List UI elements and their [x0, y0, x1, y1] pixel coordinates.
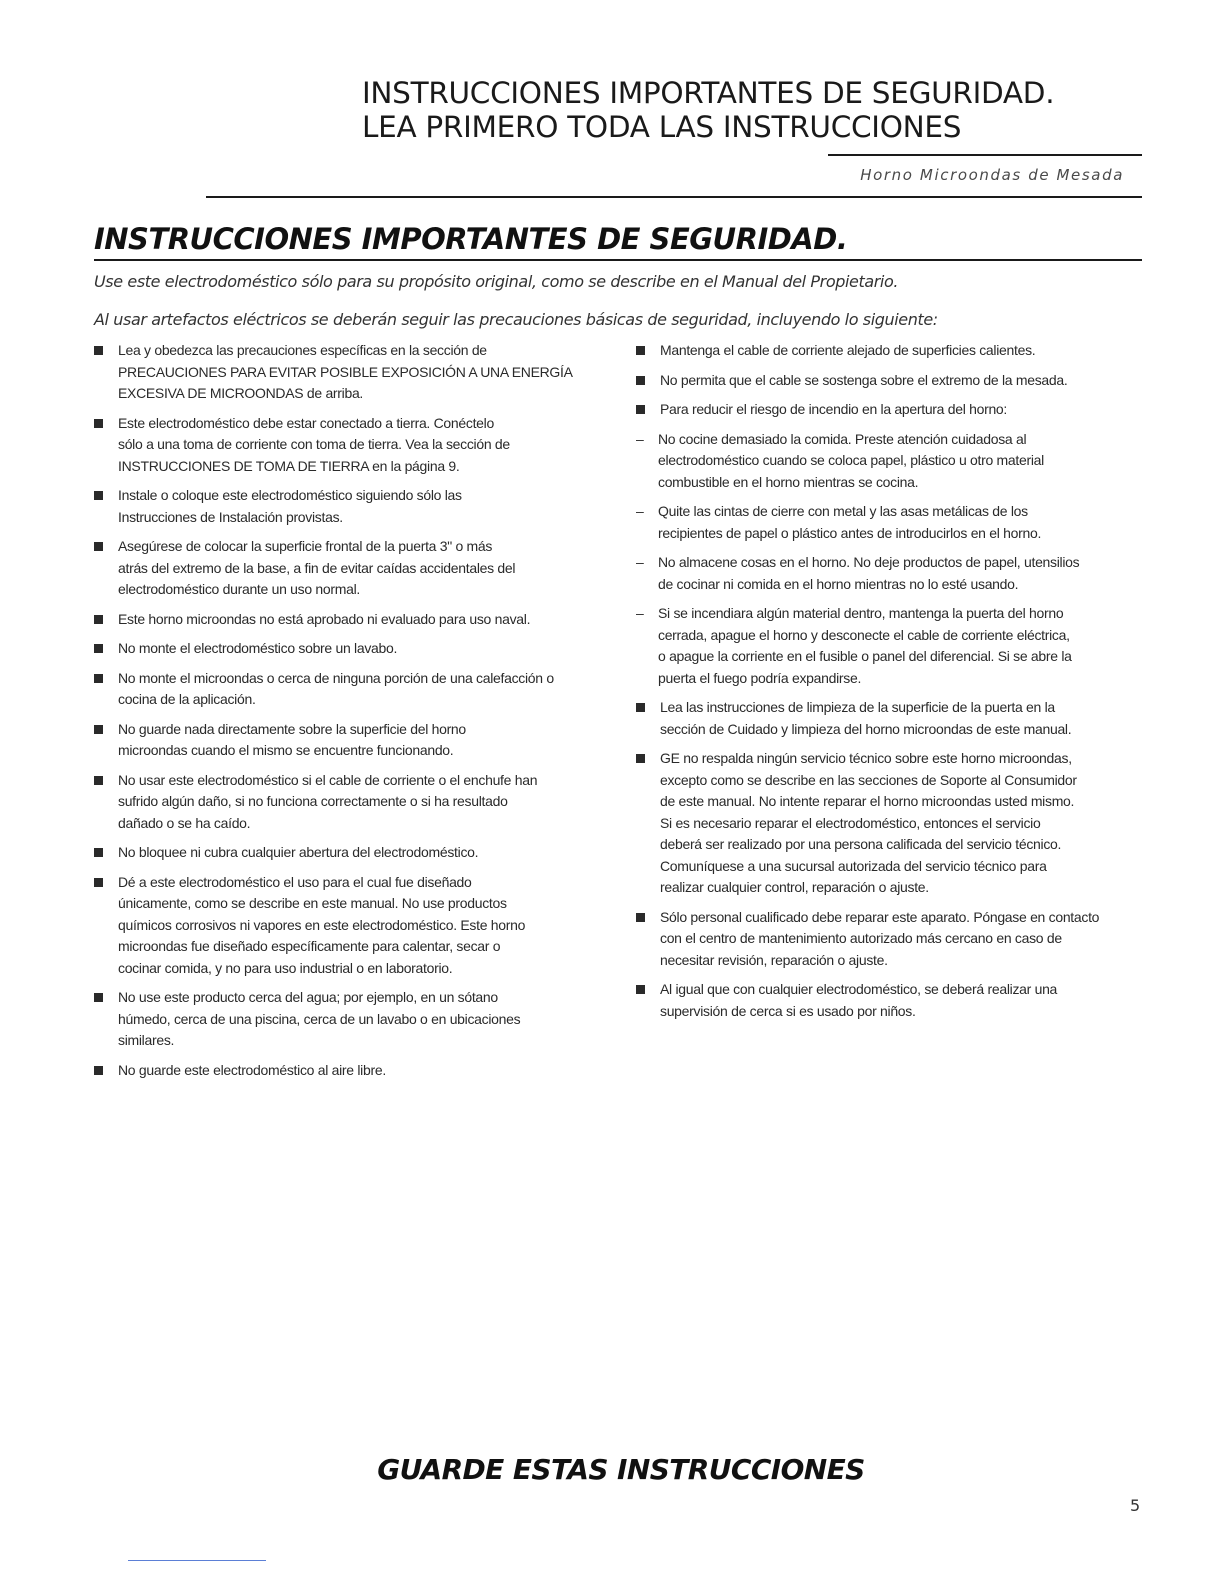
list-item: No use este producto cerca del agua; por ejemplo, en un sótano húmedo, cerca de una piscina, cerca de un lavabo o en ubicaciones similares.: [94, 987, 609, 1052]
square-bullet-icon: [94, 346, 103, 355]
square-bullet-icon: [94, 644, 103, 653]
dash-bullet-icon: –: [636, 554, 644, 570]
square-bullet-icon: [94, 542, 103, 551]
square-bullet-icon: [94, 848, 103, 857]
list-item: No monte el microondas o cerca de ninguna porción de una calefacción o cocina de la aplicación.: [94, 668, 609, 711]
bottom-link-underline: [128, 1560, 266, 1561]
sub-list-item: – Quite las cintas de cierre con metal y las asas metálicas de los recipientes de papel o plástico antes de introducirlos en el horno.: [636, 503, 1042, 541]
page-number: 5: [1130, 1496, 1141, 1515]
square-bullet-icon: [94, 993, 103, 1002]
list-item: Lea y obedezca las precauciones específicas en la sección de PRECAUCIONES PARA EVITAR POSIBLE EXPOSICIÓN A UNA ENERGÍA EXCESIVA DE MICROONDAS de arriba.: [94, 340, 609, 405]
square-bullet-icon: [636, 376, 645, 385]
header-title-line-2: LEA PRIMERO TODA LAS INSTRUCCIONES: [362, 110, 962, 144]
list-item: No permita que el cable se sostenga sobre el extremo de la mesada.: [636, 370, 1146, 392]
list-item: GE no respalda ningún servicio técnico sobre este horno microondas, excepto como se describe en las secciones de Soporte al Consumidor de este manual. No intente reparar el horno microondas usted mismo. Si es necesario reparar el electrodoméstico, entonces el servicio deberá ser realizado por una persona calificada del servicio técnico. Comuníquese a una sucursal autorizada del servicio técnico para realizar cualquier control, reparación o ajuste.: [636, 748, 1146, 899]
list-item: Este electrodoméstico debe estar conectado a tierra. Conéctelo sólo a una toma de corriente con toma de tierra. Vea la sección de INSTRUCCIONES DE TOMA DE TIERRA en la página 9.: [94, 413, 609, 478]
list-item: Sólo personal cualificado debe reparar este aparato. Póngase en contacto con el centro de mantenimiento autorizado más cercano en caso de necesitar revisión, reparación o ajuste.: [636, 907, 1146, 972]
square-bullet-icon: [94, 419, 103, 428]
list-item: No guarde este electrodoméstico al aire libre.: [94, 1060, 609, 1082]
square-bullet-icon: [94, 878, 103, 887]
intro-text-1: Use este electrodoméstico sólo para su propósito original, como se describe en el Manual del Propietario.: [94, 272, 899, 291]
list-item: Este horno microondas no está aprobado ni evaluado para uso naval.: [94, 609, 609, 631]
left-column: [94, 340, 609, 1089]
list-item: Asegúrese de colocar la superficie frontal de la puerta 3" o más atrás del extremo de la base, a fin de evitar caídas accidentales del electrodoméstico durante un uso normal.: [94, 536, 609, 601]
list-item: Para reducir el riesgo de incendio en la apertura del horno:: [636, 399, 1146, 421]
footer-title: GUARDE ESTAS INSTRUCCIONES: [377, 1453, 865, 1486]
intro-text-2: Al usar artefactos eléctricos se deberán seguir las precauciones básicas de seguridad, incluyendo lo siguiente:: [94, 310, 938, 329]
section-title: INSTRUCCIONES IMPORTANTES DE SEGURIDAD.: [94, 222, 848, 256]
sub-list-item: – No almacene cosas en el horno. No deje productos de papel, utensilios de cocinar ni comida en el horno mientras no lo esté usando.: [636, 554, 1080, 592]
sub-list-item: – Si se incendiara algún material dentro, mantenga la puerta del horno cerrada, apague el horno y desconecte el cable de corriente eléctrica, o apague la corriente en el fusible o panel del diferencial. Si se abre la puerta el fuego podría expandirse.: [636, 605, 1072, 686]
dash-bullet-icon: –: [636, 503, 644, 519]
square-bullet-icon: [94, 615, 103, 624]
square-bullet-icon: [636, 405, 645, 414]
list-item: No guarde nada directamente sobre la superficie del horno microondas cuando el mismo se encuentre funcionando.: [94, 719, 609, 762]
header-subtitle: Horno Microondas de Mesada: [860, 166, 1124, 184]
list-item: Al igual que con cualquier electrodoméstico, se deberá realizar una supervisión de cerca si es usado por niños.: [636, 979, 1146, 1022]
section-title-underline: [94, 259, 1142, 261]
header-title-line-1: INSTRUCCIONES IMPORTANTES DE SEGURIDAD.: [362, 76, 1055, 110]
right-column: [636, 340, 1146, 1030]
square-bullet-icon: [636, 754, 645, 763]
square-bullet-icon: [94, 674, 103, 683]
header-title: [362, 76, 1054, 144]
list-item: Instale o coloque este electrodoméstico siguiendo sólo las Instrucciones de Instalación provistas.: [94, 485, 609, 528]
list-item: Lea las instrucciones de limpieza de la superficie de la puerta en la sección de Cuidado y limpieza del horno microondas de este manual.: [636, 697, 1146, 740]
list-item: Dé a este electrodoméstico el uso para el cual fue diseñado únicamente, como se describe en este manual. No use productos químicos corrosivos ni vapores en este electrodoméstico. Este horno microondas fue diseñado específicamente para calentar, secar o cocinar comida, y no para uso industrial o en laboratorio.: [94, 872, 609, 980]
header-divider-short: [828, 154, 1142, 156]
square-bullet-icon: [94, 1066, 103, 1075]
list-item: Mantenga el cable de corriente alejado de superficies calientes.: [636, 340, 1146, 362]
list-item: No usar este electrodoméstico si el cable de corriente o el enchufe han sufrido algún daño, si no funciona correctamente o si ha resultado dañado o se ha caído.: [94, 770, 609, 835]
dash-bullet-icon: –: [636, 605, 644, 621]
square-bullet-icon: [94, 776, 103, 785]
sub-list-item: – No cocine demasiado la comida. Preste atención cuidadosa al electrodoméstico cuando se coloca papel, plástico u otro material combustible en el horno mientras se cocina.: [636, 430, 1044, 490]
square-bullet-icon: [636, 703, 645, 712]
square-bullet-icon: [94, 491, 103, 500]
square-bullet-icon: [636, 985, 645, 994]
square-bullet-icon: [636, 913, 645, 922]
list-item: No bloquee ni cubra cualquier abertura del electrodoméstico.: [94, 842, 609, 864]
header-divider-long: [206, 196, 1142, 198]
square-bullet-icon: [94, 725, 103, 734]
list-item: No monte el electrodoméstico sobre un lavabo.: [94, 638, 609, 660]
dash-bullet-icon: –: [636, 430, 644, 447]
square-bullet-icon: [636, 346, 645, 355]
